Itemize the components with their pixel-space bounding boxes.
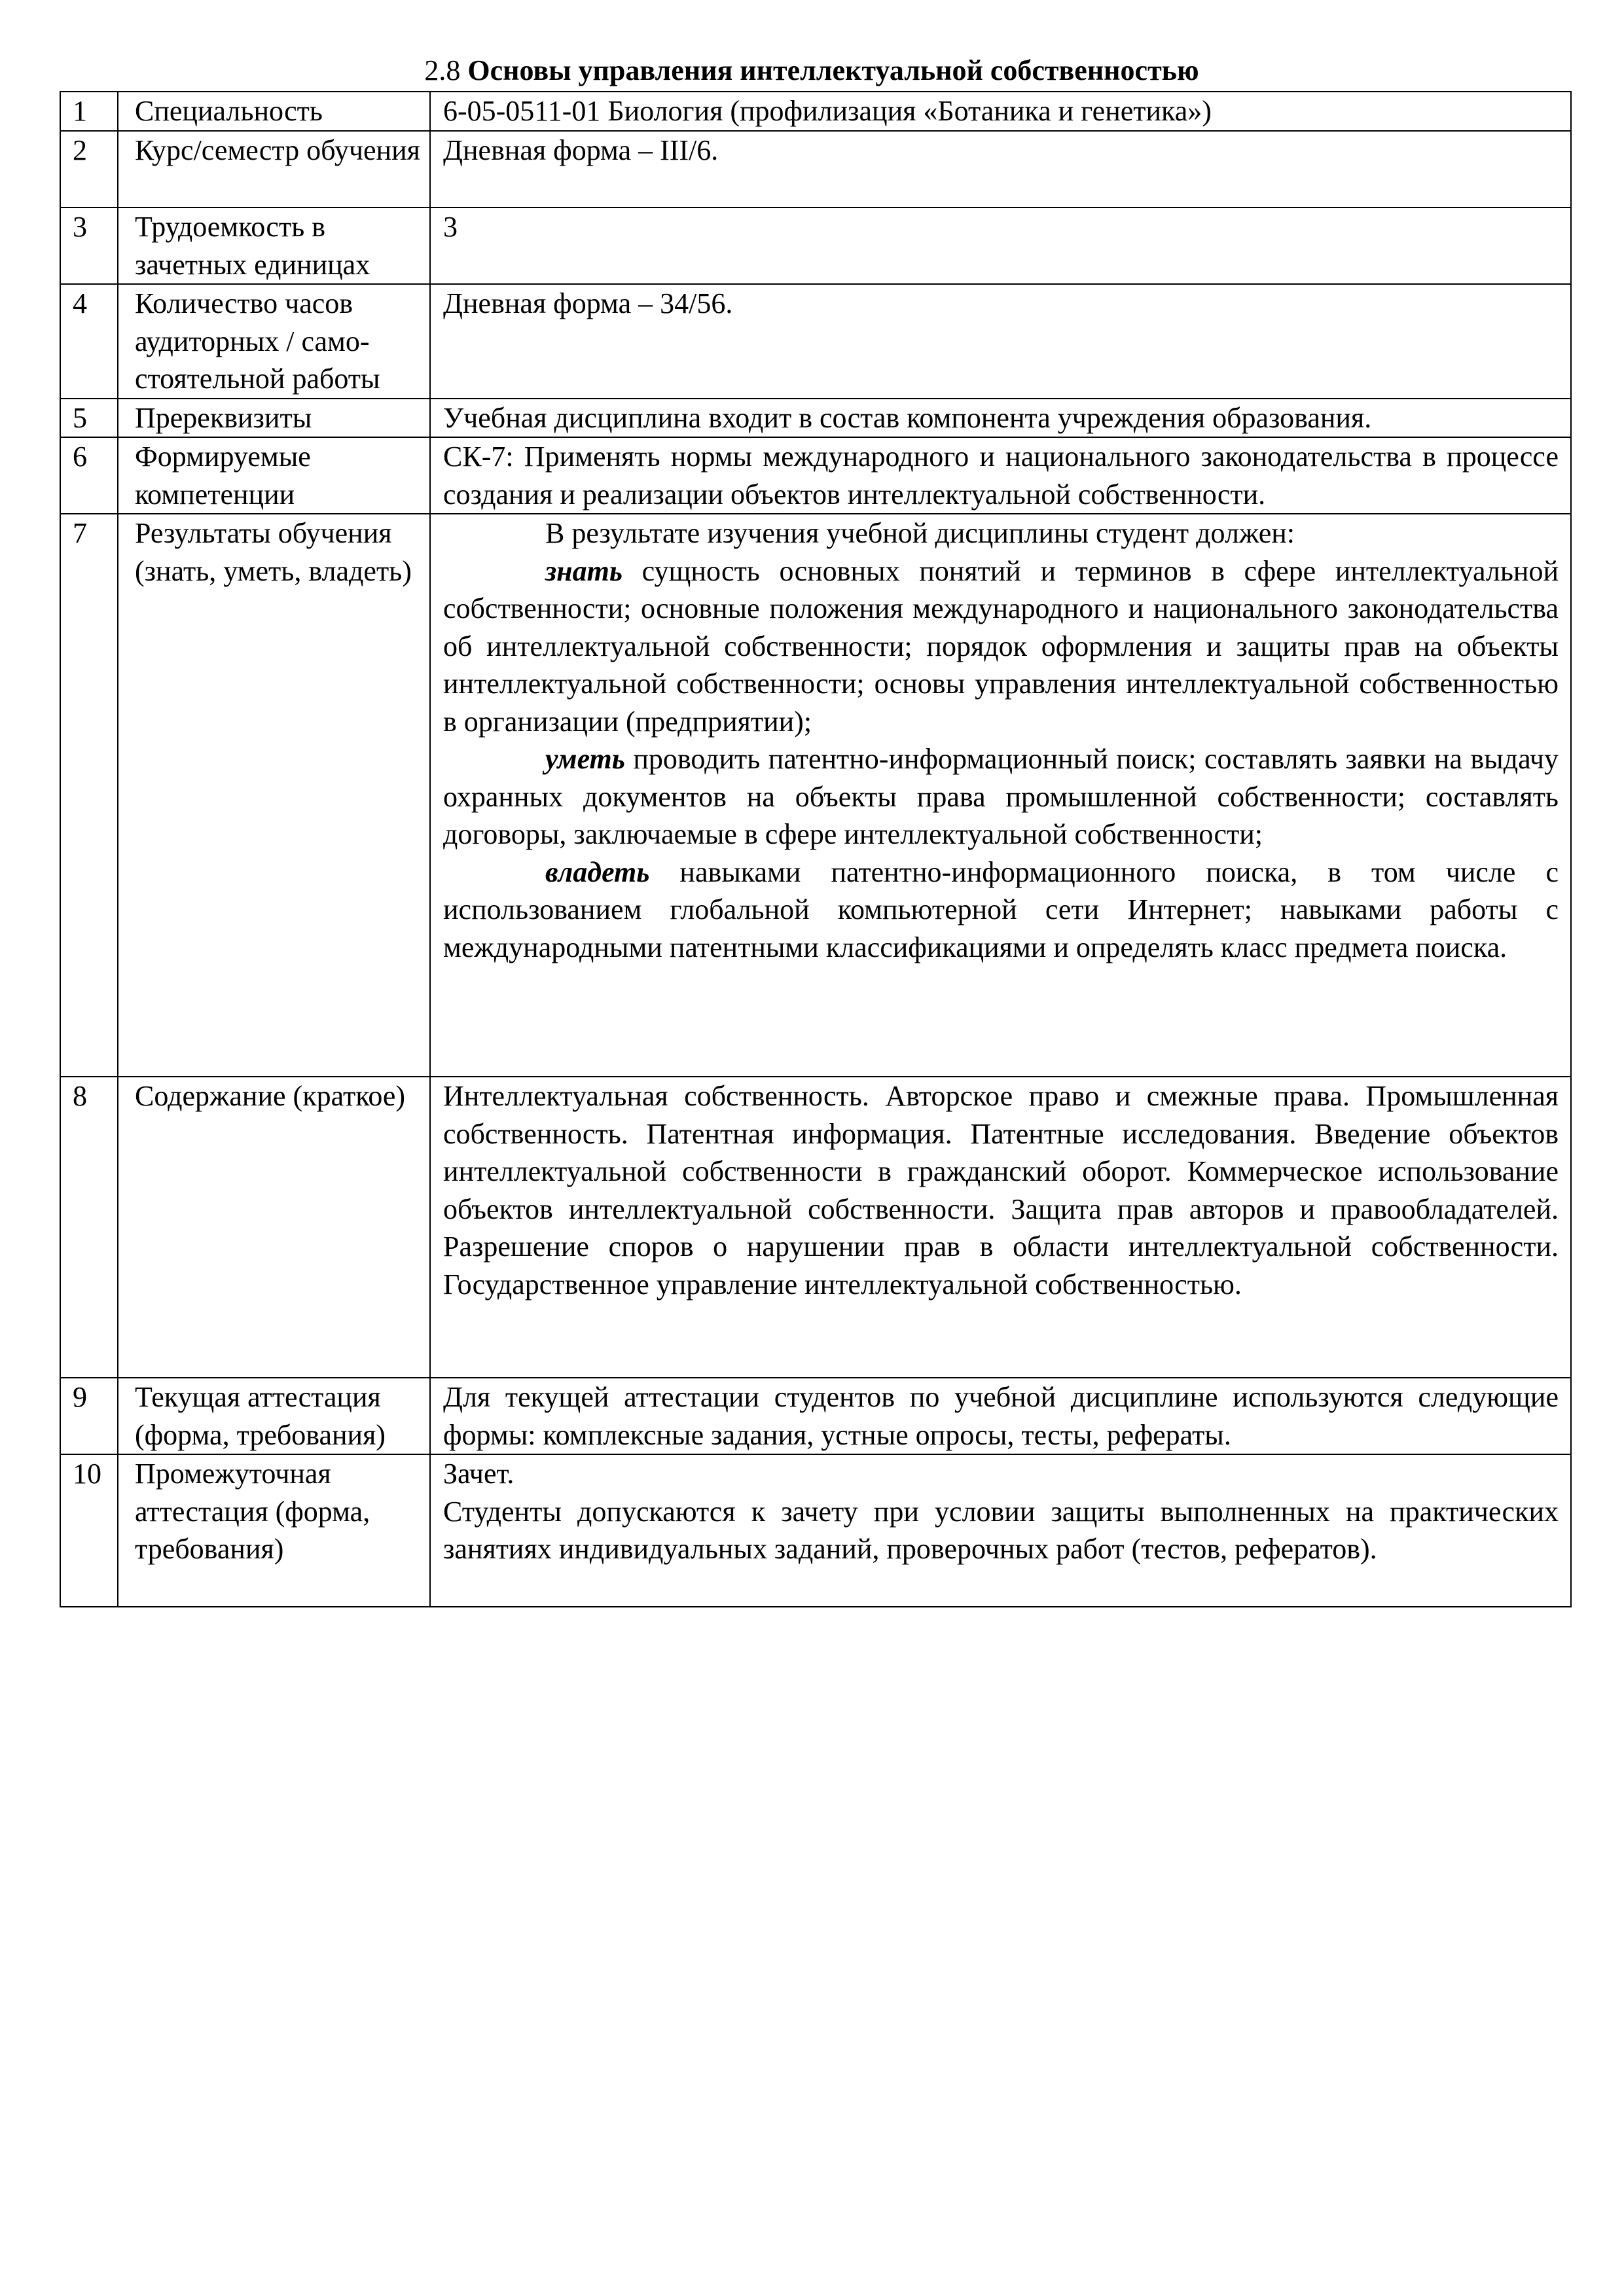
row-label: Текущая аттестация (форма, требования): [118, 1378, 430, 1454]
know-text: сущность основных понятий и терминов в сфере интеллектуальной собственности; основные положения международного и национального законодательства об интеллектуальной собственности; порядок оформления и защиты прав на объекты интеллектуальной собственности; основы управления интеллектуальной собственностью в организации (предприятии);: [443, 554, 1559, 738]
row-label: Результаты обучения (знать, уметь, владеть): [118, 514, 430, 1077]
table-row: [60, 437, 1571, 514]
row-label: Промежуточная аттестация (форма, требования): [118, 1454, 430, 1607]
outcomes-intro: В результате изучения учебной дисциплины студент должен:: [545, 517, 1295, 549]
table-row: [60, 131, 1571, 207]
section-name: Основы управления интеллектуальной собственностью: [467, 54, 1199, 86]
exam-requirements: Студенты допускаются к зачету при условии защиты выполненных на практических занятиях индивидуальных заданий, проверочных работ (тестов, рефератов).: [443, 1495, 1559, 1565]
row-number: 7: [60, 514, 118, 1077]
can-text: проводить патентно-информационный поиск; составлять заявки на выдачу охранных документов на объекты права промышленной собственности; составлять договоры, заключаемые в сфере интеллектуальной собственности;: [443, 743, 1559, 850]
row-number: 6: [60, 437, 118, 514]
outcomes-know: [443, 552, 1559, 741]
outcomes-own: [443, 853, 1559, 967]
table-row: [60, 1454, 1571, 1607]
row-label: Курс/семестр обучения: [118, 131, 430, 207]
row-number: 5: [60, 399, 118, 438]
row-number: 9: [60, 1378, 118, 1454]
row-label: Формируемые компетенции: [118, 437, 430, 514]
table-row: [60, 1077, 1571, 1378]
section-title: [59, 51, 1564, 90]
syllabus-table: [60, 91, 1572, 1607]
row-value: 6-05-0511-01 Биология (профилизация «Ботаника и генетика»): [430, 92, 1571, 131]
know-keyword: знать: [545, 554, 623, 587]
table-row: [60, 284, 1571, 399]
row-value: Дневная форма – III/6.: [430, 131, 1571, 207]
row-label: Специальность: [118, 92, 430, 131]
row-number: 1: [60, 92, 118, 131]
row-label: Количество часов аудиторных / само-стоятельной работы: [118, 284, 430, 399]
can-keyword: уметь: [545, 743, 625, 775]
row-label: Содержание (краткое): [118, 1077, 430, 1378]
table-row: [60, 514, 1571, 1077]
exam-form: Зачет.: [443, 1458, 514, 1490]
row-value: Учебная дисциплина входит в состав компонента учреждения образования.: [430, 399, 1571, 438]
row-value: Интеллектуальная собственность. Авторское право и смежные права. Промышленная собственность. Патентная информация. Патентные исследования. Введение объектов интеллектуальной собственности в гражданский оборот. Коммерческое использование объектов интеллектуальной собственности. Защита прав авторов и правообладателей. Разрешение споров о нарушении прав в области интеллектуальной собственности. Государственное управление интеллектуальной собственностью.: [430, 1077, 1571, 1378]
outcomes-can: [443, 740, 1559, 853]
row-number: 4: [60, 284, 118, 399]
table-row: [60, 1378, 1571, 1454]
row-number: 2: [60, 131, 118, 207]
own-keyword: владеть: [545, 855, 650, 888]
table-row: [60, 399, 1571, 438]
table-row: [60, 207, 1571, 284]
row-number: 10: [60, 1454, 118, 1607]
row-label: Трудоемкость в зачетных единицах: [118, 207, 430, 284]
table-row: [60, 92, 1571, 131]
row-label: Пререквизиты: [118, 399, 430, 438]
row-value: Для текущей аттестации студентов по учебной дисциплине используются следующие формы: комплексные задания, устные опросы, тесты, рефераты.: [430, 1378, 1571, 1454]
own-text: навыками патентно-информационного поиска, в том числе с использованием глобальной компьютерной сети Интернет; навыками работы с международными патентными классификациями и определять класс предмета поиска.: [443, 855, 1559, 963]
learning-outcomes: [430, 514, 1571, 1077]
row-value: [430, 1454, 1571, 1607]
row-value: СК-7: Применять нормы международного и национального законодательства в процессе создания и реализации объектов интеллектуальной собственности.: [430, 437, 1571, 514]
row-number: 3: [60, 207, 118, 284]
row-number: 8: [60, 1077, 118, 1378]
row-value: 3: [430, 207, 1571, 284]
section-number: 2.8: [424, 54, 461, 86]
row-value: Дневная форма – 34/56.: [430, 284, 1571, 399]
